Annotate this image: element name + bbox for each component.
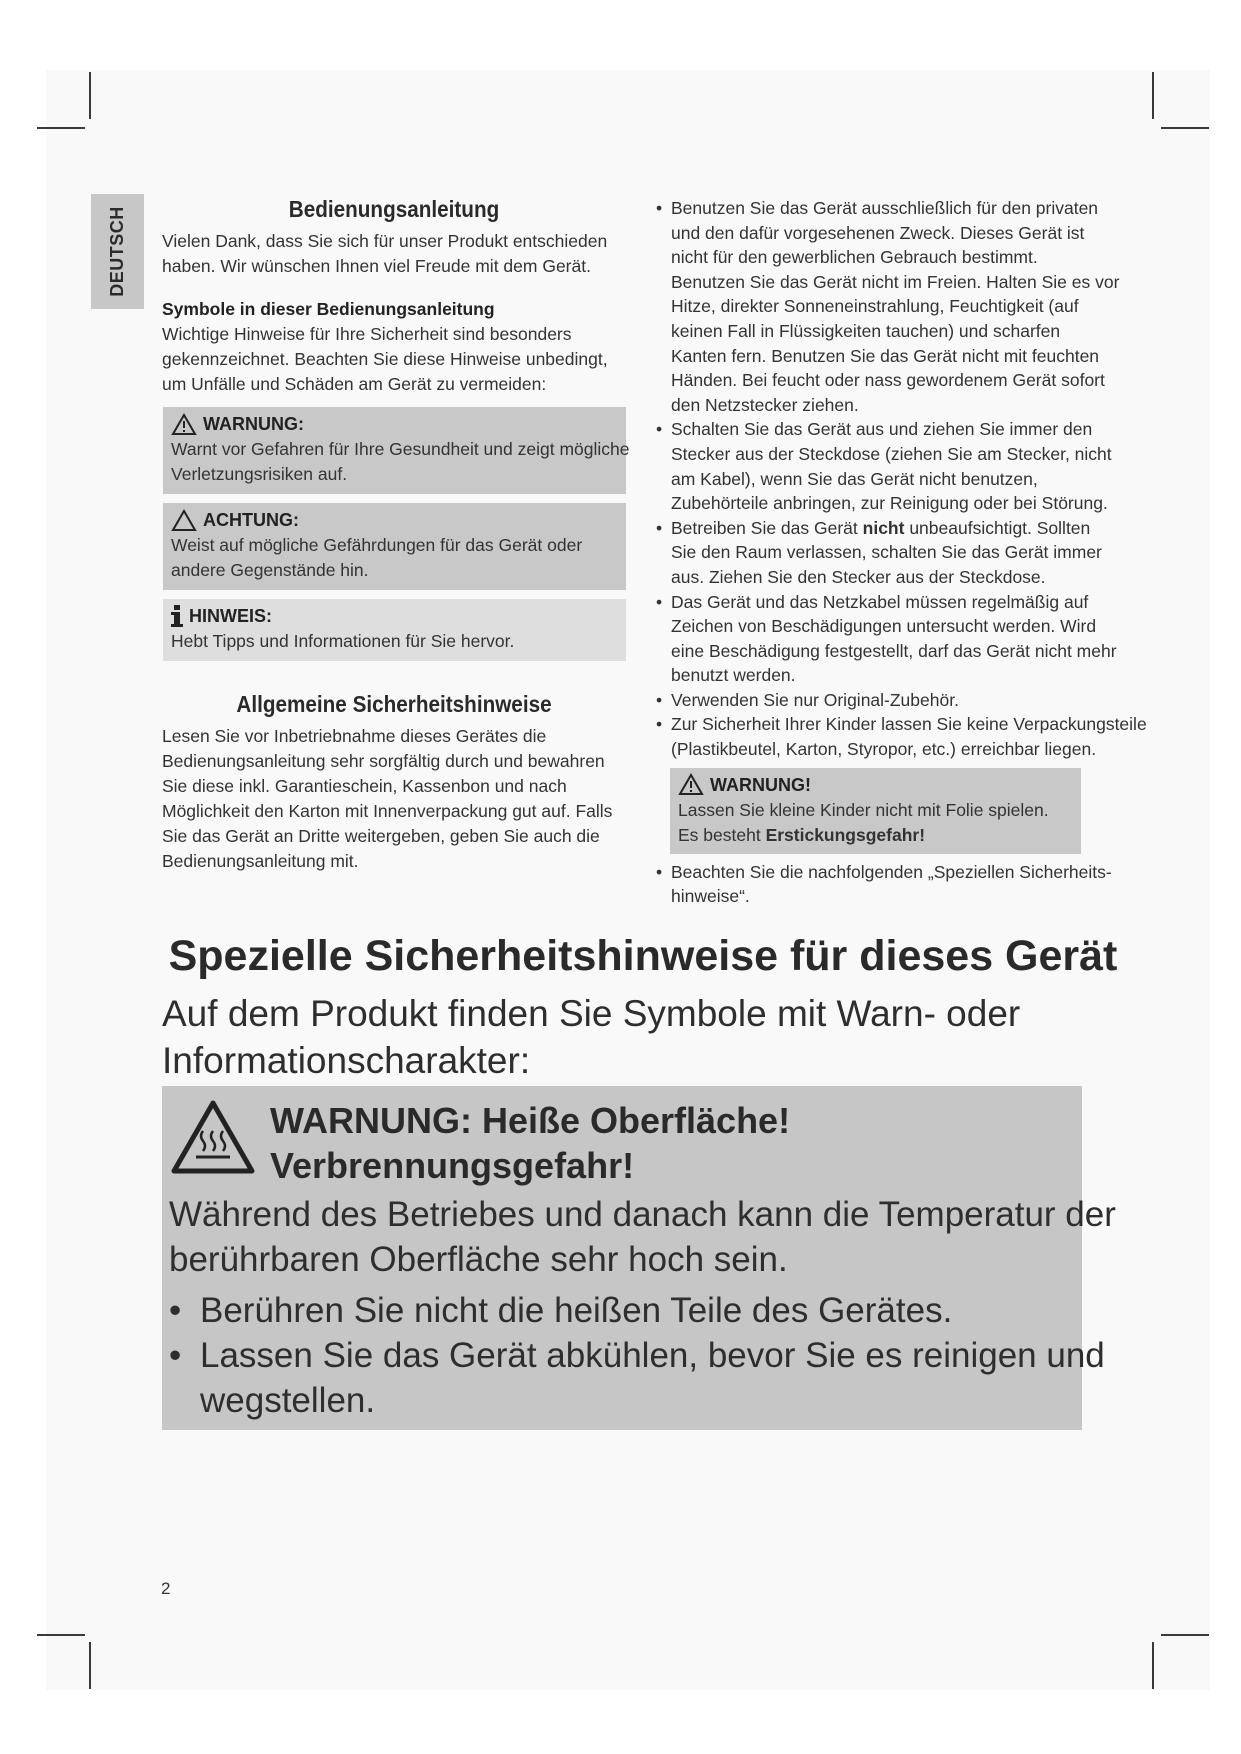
hot-surface-list [169,1288,1129,1423]
warning-box [163,407,630,494]
crop-mark [89,72,91,119]
language-tab [91,194,144,309]
caution-box-title: ACHTUNG: [203,510,299,530]
warning-box-title: WARNUNG: [203,414,304,434]
hot-surface-warning-box [162,1086,1116,1430]
caution-triangle-icon [171,509,197,532]
intro-text: Vielen Dank, dass Sie sich für unser Produkt entschieden haben. Wir wünschen Ihnen viel Freude mit dem Gerät. [162,231,608,276]
choking-warning-box [670,768,1081,854]
hot-surface-heading-line2: Verbrennungsgefahr! [270,1145,635,1186]
caution-box-text: Weist auf mögliche Gefährdungen für das Gerät oder andere Gegenstände hin. [171,535,583,580]
safety-list-end [640,860,1120,909]
crop-mark [1161,127,1209,129]
list-item: • Zur Sicherheit Ihrer Kinder lassen Sie keine Verpackungsteile (Plastikbeutel, Karton, Styropor, etc.) erreichbar liegen. [656,714,1147,760]
list-item: • Berühren Sie nicht die heißen Teile des Gerätes. [169,1291,953,1330]
symbols-heading: Symbole in dieser Bedienungsanleitung [162,299,495,319]
list-item: • Betreiben Sie das Gerät nicht unbeaufsichtigt. Sollten Sie den Raum verlassen, schalten Sie das Gerät immer aus. Ziehen Sie den Stecker aus der Steckdose. [656,517,1102,587]
note-box-title: HINWEIS: [189,606,272,626]
caution-box [163,503,626,590]
note-box-text: Hebt Tipps und Informationen für Sie hervor. [171,631,515,651]
list-item: • Beachten Sie die nachfolgenden „Speziellen Sicherheitshinweise“. [656,861,1112,907]
warning-box-text: Warnt vor Gefahren für Ihre Gesundheit und zeigt mögliche Verletzungsrisiken auf. [171,439,630,484]
right-column [640,196,1147,909]
left-column [162,196,630,874]
manual-title: Bedienungsanleitung [288,196,500,222]
choking-warning-line1: Lassen Sie kleine Kinder nicht mit Folie spielen. [678,799,1049,820]
note-box [163,599,626,661]
general-safety-title: Allgemeine Sicherheitshinweise [236,691,552,717]
crop-mark [37,127,85,129]
crop-mark [1161,1634,1209,1636]
warning-triangle-icon [171,413,197,436]
list-item: • Lassen Sie das Gerät abkühlen, bevor Sie es reinigen und wegstellen. [169,1336,1105,1420]
list-item: • Benutzen Sie das Gerät ausschließlich für den privaten und den dafür vorgesehenen Zweck. Dieses Gerät ist nicht für den gewerblichen Gebrauch bestimmt. Benutzen Sie das Gerät nicht im Freien. Halten Sie es vor Hitze, direkter Sonneneinstrahlung, Feuchtigkeit (auf keinen Fall in Flüssigkeiten tauchen) und scharfen Kanten fern. Benutzen Sie das Gerät nicht mit feuchten Händen. Bei feucht oder nass gewordenem Gerät sofort den Netzstecker ziehen. [656,198,1120,415]
list-item: • Verwenden Sie nur Original-Zubehör. [656,689,959,710]
crop-mark [1152,1642,1154,1689]
hot-surface-heading-line1: WARNUNG: Heiße Oberfläche! [270,1100,791,1141]
page-number: 2 [161,1579,171,1598]
special-safety-intro: Auf dem Produkt finden Sie Symbole mit Warn- oder Informationscharakter: [162,993,1021,1081]
list-item: • Schalten Sie das Gerät aus und ziehen Sie immer den Stecker aus der Steckdose (ziehen Sie am Stecker, nicht am Kabel), wenn Sie das Gerät nicht benutzen, Zubehörteile anbringen, zur Reinigung oder bei Störung. [656,419,1112,514]
language-tab-label: DEUTSCH [107,206,128,297]
symbols-text: Wichtige Hinweise für Ihre Sicherheit sind besonders gekennzeichnet. Beachten Sie diese Hinweise unbedingt, um Unfälle und Schäden am Gerät zu vermeiden: [162,324,608,394]
hot-surface-text: Während des Betriebes und danach kann die Temperatur der berührbaren Oberfläche sehr hoch sein. [169,1195,1116,1279]
info-icon [171,605,183,627]
special-safety-title: Spezielle Sicherheitshinweise für dieses Gerät [168,932,1118,980]
crop-mark [1152,72,1154,119]
choking-warning-line2: Es besteht Erstickungsgefahr! [678,824,926,845]
choking-warning-title: WARNUNG! [710,774,811,795]
hot-surface-warning-icon [170,1098,256,1176]
warning-triangle-icon [678,773,704,796]
crop-mark [89,1642,91,1689]
safety-list [640,196,1147,762]
list-item: • Das Gerät und das Netzkabel müssen regelmäßig auf Zeichen von Beschädigungen untersucht werden. Wird eine Beschädigung festgestellt, darf das Gerät nicht mehr benutzt werden. [656,591,1117,686]
crop-mark [37,1634,85,1636]
general-safety-text: Lesen Sie vor Inbetriebnahme dieses Gerätes die Bedienungsanleitung sehr sorgfältig durch und bewahren Sie diese inkl. Garantieschein, Kassenbon und nach Möglichkeit den Karton mit Innenverpackung gut auf. Falls Sie das Gerät an Dritte weitergeben, geben Sie auch die Bedienungsanleitung mit. [162,726,613,871]
